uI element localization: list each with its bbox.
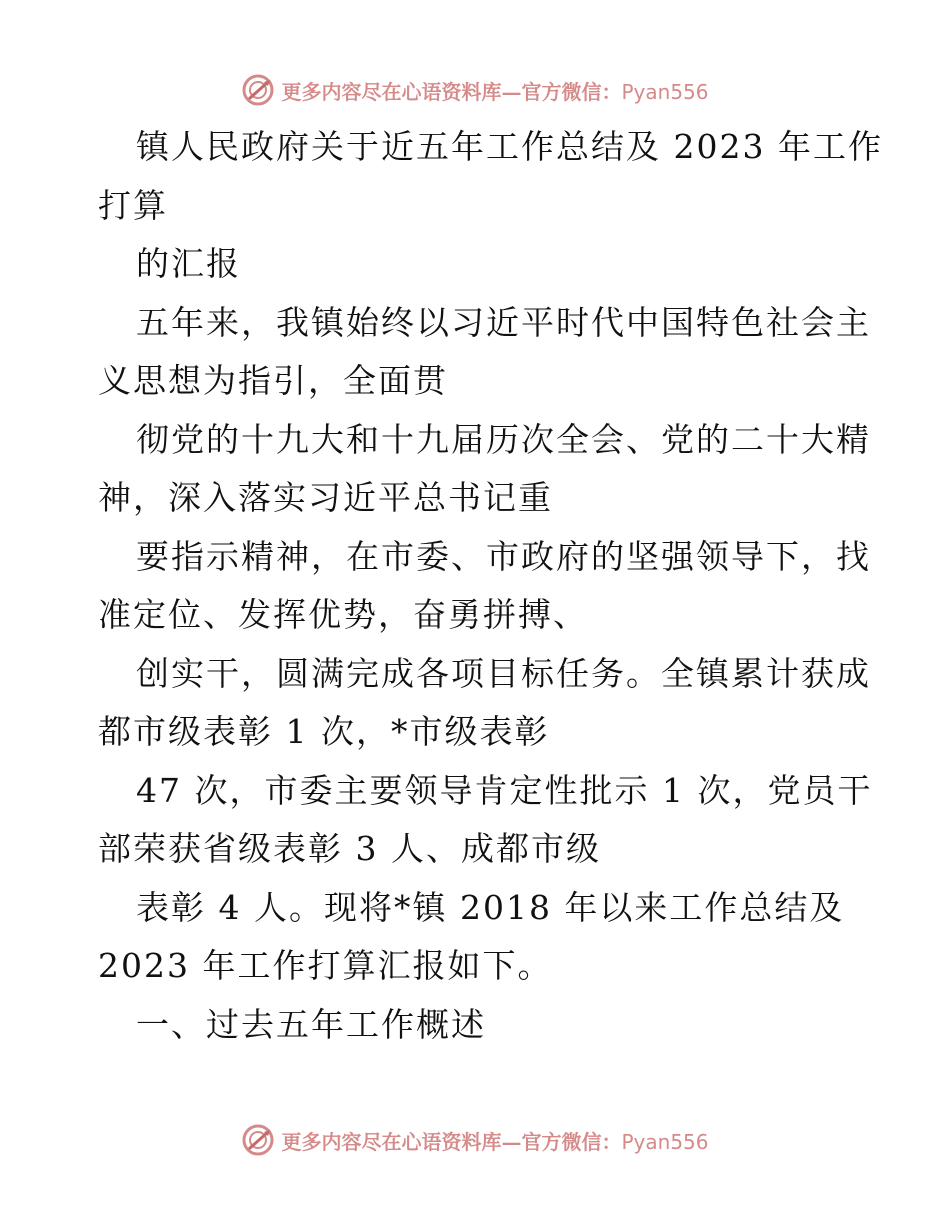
watermark-handle: Pyan556: [621, 1129, 709, 1154]
watermark-logo-icon: [241, 73, 275, 107]
document-line: 镇人民政府关于近五年工作总结及 2023 年工作: [136, 127, 883, 166]
document-line: 表彰 4 人。现将*镇 2018 年以来工作总结及: [136, 887, 845, 927]
document-line: 要指示精神，在市委、市政府的坚强领导下，找: [136, 536, 871, 576]
document-line: 都市级表彰 1 次，*市级表彰: [98, 712, 550, 751]
document-line: 部荣获省级表彰 3 人、成都市级: [98, 829, 601, 868]
document-line: 准定位、发挥优势，奋勇拼搏、: [98, 595, 588, 634]
watermark-header: [0, 70, 950, 110]
document-line: 47 次，市委主要领导肯定性批示 1 次，党员干: [136, 770, 873, 810]
document-line: 创实干，圆满完成各项目标任务。全镇累计获成: [136, 653, 871, 693]
document-line: 神，深入落实习近平总书记重: [98, 478, 553, 517]
document-line: 2023 年工作打算汇报如下。: [98, 946, 553, 985]
document-line: 义思想为指引，全面贯: [98, 361, 448, 400]
document-line: 打算: [98, 185, 168, 225]
document-line: 一、过去五年工作概述: [136, 1004, 486, 1044]
document-line: 彻党的十九大和十九届历次全会、党的二十大精: [136, 419, 871, 459]
document-line: 五年来，我镇始终以习近平时代中国特色社会主: [136, 302, 871, 342]
document-body: [98, 118, 883, 1054]
document-line: 的汇报: [136, 244, 241, 283]
watermark-handle: Pyan556: [621, 79, 709, 104]
watermark-logo-icon: [241, 1123, 275, 1157]
watermark-text: 更多内容尽在心语资料库—官方微信：: [281, 1129, 622, 1154]
watermark-text: 更多内容尽在心语资料库—官方微信：: [281, 79, 622, 104]
watermark-footer: [0, 1120, 950, 1160]
